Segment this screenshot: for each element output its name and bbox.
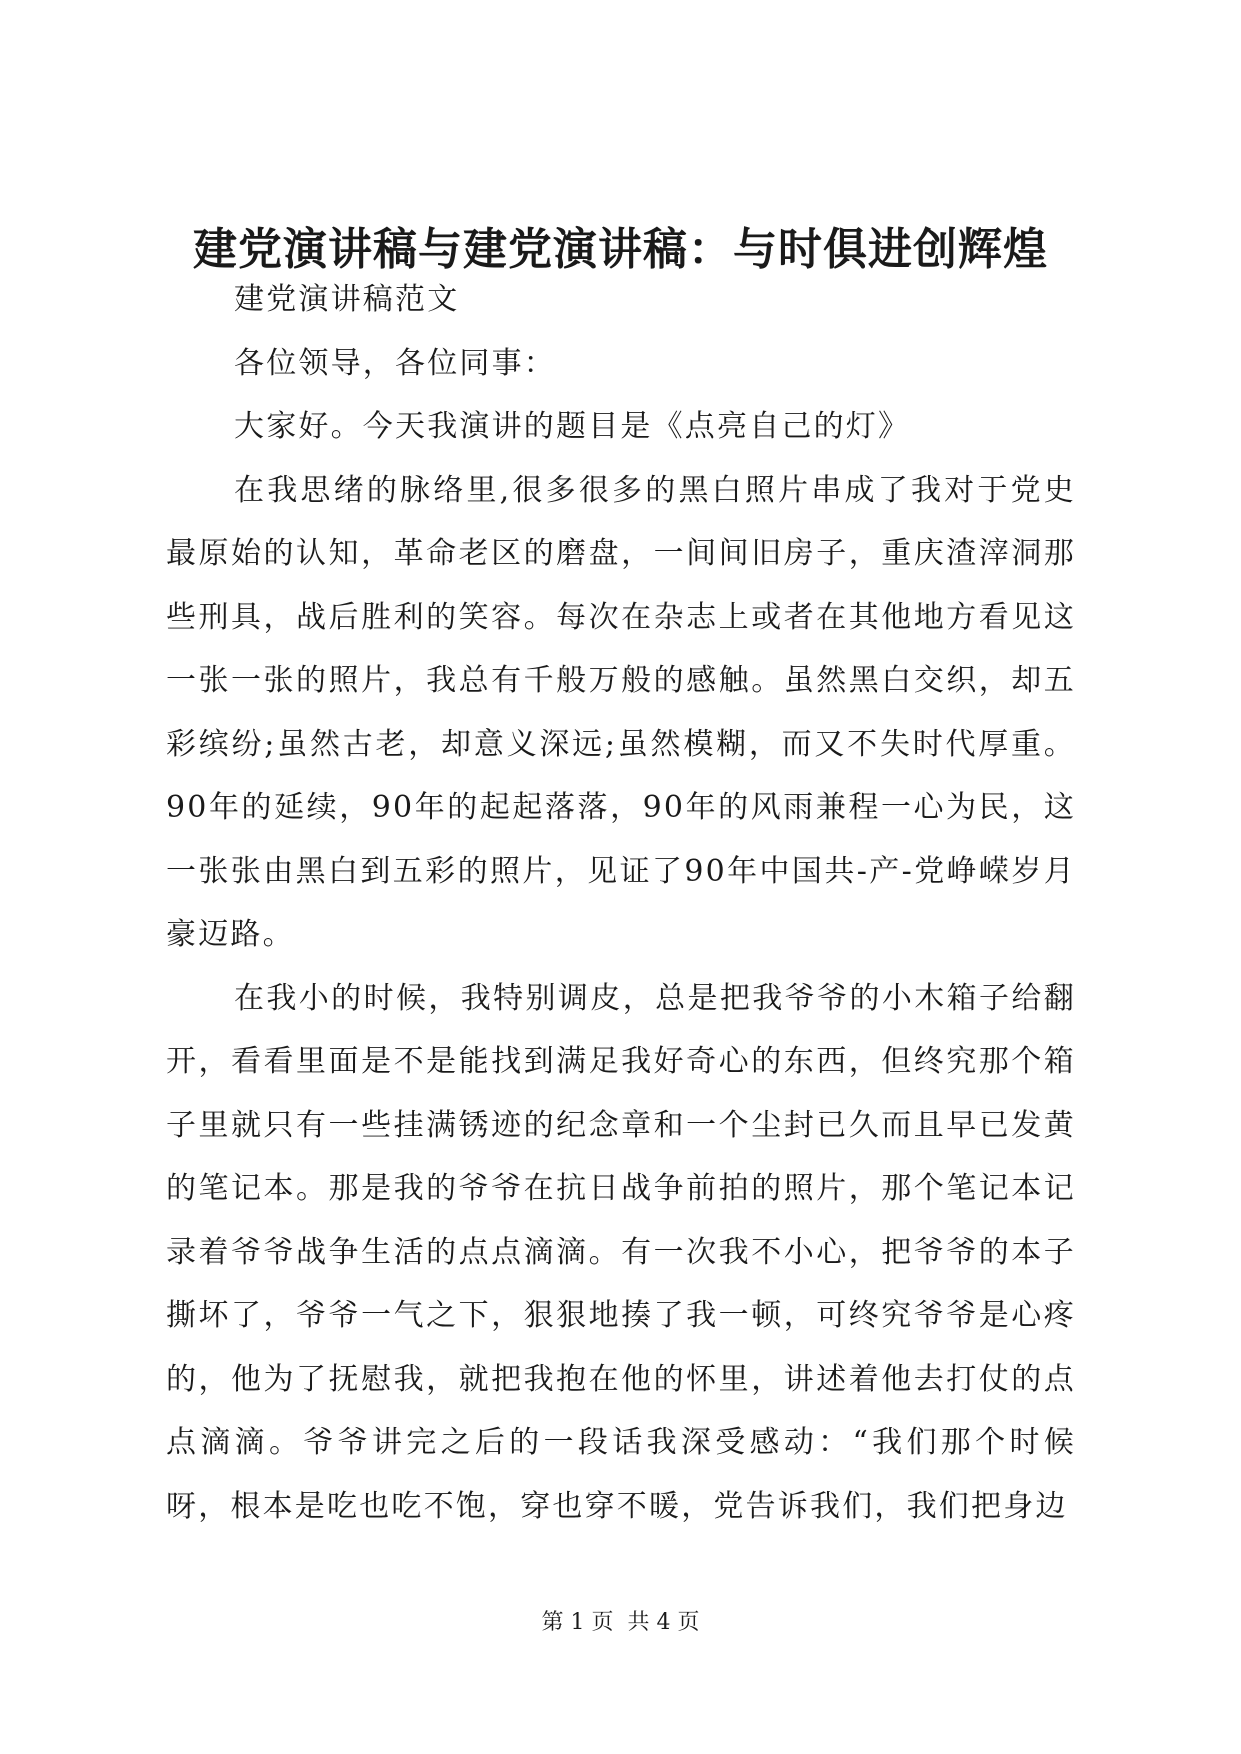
greeting-line: 各位领导，各位同事：: [234, 345, 556, 381]
intro-line: 大家好。今天我演讲的题目是《点亮自己的灯》: [234, 409, 911, 444]
document-title: 建党演讲稿与建党演讲稿：与时俱进创辉煌: [193, 224, 1048, 275]
speech-heading-line: 建党演讲稿范文: [234, 282, 460, 317]
page-footer: [0, 1608, 1241, 1638]
body-paragraph: 在我小的时候，我特别调皮，总是把我爷爷的小木箱子给翻开，看看里面是不是能找到满足我好奇心的东西，但终究那个箱子里就只有一些挂满锈迹的纪念章和一个尘封已久而且早已发黄的笔记本。那是我的爷爷在抗日战争前拍的照片，那个笔记本记录着爷爷战争生活的点点滴滴。有一次我不小心，把爷爷的本子撕坏了，爷爷一气之下，狠狠地揍了我一顿，可终究爷爷是心疼的，他为了抚慰我，就把我抱在他的怀里，讲述着他去打仗的点点滴滴。爷爷讲完之后的一段话我深受感动：“我们那个时候呀，根本是吃也吃不饱，穿也穿不暖，党告诉我们，我们把身边: [166, 980, 1076, 1524]
body-paragraph: 在我思绪的脉络里,很多很多的黑白照片串成了我对于党史最原始的认知，革命老区的磨盘，一间间旧房子，重庆渣滓洞那些刑具，战后胜利的笑容。每次在杂志上或者在其他地方看见这一张一张的照片，我总有千般万般的感触。虽然黑白交织，却五彩缤纷;虽然古老，却意义深远;虽然模糊，而又不失时代厚重。90年的延续，90年的起起落落，90年的风雨兼程一心为民，这一张张由黑白到五彩的照片，见证了90年中国共-产-党峥嵘岁月豪迈路。: [166, 472, 1076, 952]
total-pages: 共 4 页: [627, 1610, 700, 1635]
page-number: 第 1 页: [541, 1610, 614, 1635]
document-body: [166, 268, 1076, 1538]
